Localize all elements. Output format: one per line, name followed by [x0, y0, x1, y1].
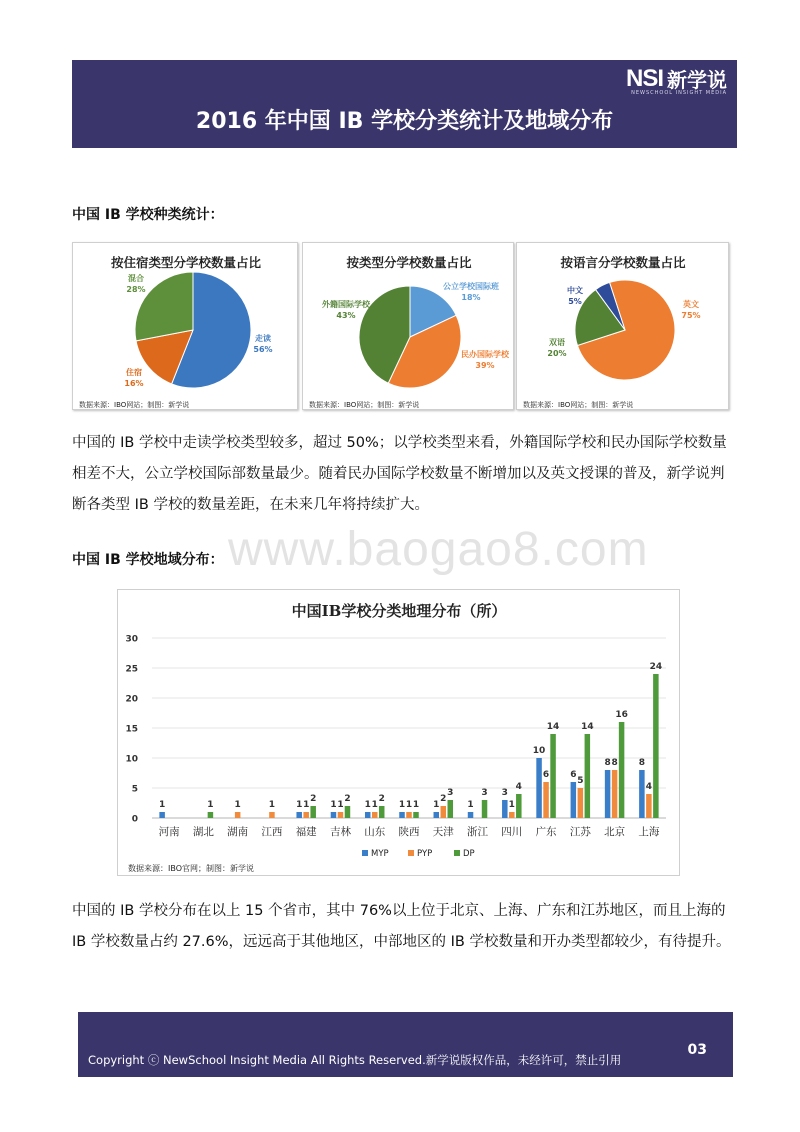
x-tick-label: 河南	[158, 826, 180, 838]
bar-data-label: 1	[371, 800, 378, 810]
logo-mark: NSI	[625, 64, 663, 92]
y-tick-label: 5	[131, 784, 138, 795]
bar-pyp	[441, 806, 447, 818]
pie-title: 按语言分学校数量占比	[560, 255, 686, 270]
bar-data-label: 3	[447, 788, 454, 798]
pie-slice-percent: 56%	[253, 345, 273, 354]
pie-slice-percent: 20%	[547, 349, 567, 358]
y-tick-label: 20	[125, 694, 138, 705]
bar-pyp	[372, 812, 378, 818]
bar-data-label: 1	[405, 800, 413, 810]
bar-myp	[605, 770, 611, 818]
bar-data-label: 1	[508, 800, 515, 810]
pie-chart-boarding	[73, 243, 299, 411]
bar-data-label: 3	[501, 788, 508, 798]
page-title: 2016 年中国 IB 学校分类统计及地域分布	[195, 109, 614, 134]
bar-data-label: 5	[577, 776, 584, 786]
x-tick-label: 陕西	[398, 826, 420, 838]
bar-dp	[448, 800, 454, 818]
brand-logo	[626, 64, 727, 93]
legend-label: DP	[463, 849, 475, 859]
bar-pyp	[303, 812, 309, 818]
bar-pyp	[543, 782, 549, 818]
pie-source-note: 数据来源：IBO网站；制图：新学说	[309, 401, 420, 409]
bar-dp	[482, 800, 488, 818]
bar-data-label: 14	[546, 722, 560, 732]
y-tick-label: 10	[125, 754, 138, 765]
x-tick-label: 湖北	[192, 826, 214, 838]
bar-data-label: 1	[330, 800, 337, 810]
x-tick-label: 江苏	[569, 826, 591, 838]
bar-chart-regions	[118, 590, 681, 877]
bar-dp	[585, 734, 591, 818]
bar-pyp	[509, 812, 515, 818]
copyright-text: Copyright ⓒ NewSchool Insight Media All Rights Reserved.新学说版权作品，未经许可，禁止引用	[88, 1053, 622, 1067]
bar-data-label: 1	[467, 800, 474, 810]
watermark: www.baogao8.com	[228, 523, 649, 576]
legend-label: MYP	[371, 849, 389, 859]
paragraph-regions-analysis: 中国的 IB 学校分布在以上 15 个省市，其中 76%以上位于北京、上海、广东和江苏地区，而且上海的 IB 学校数量占约 27.6%，远远高于其他地区，中部地区的 IB 学校数量和开办类型都较少，有待提升。	[72, 903, 731, 950]
bar-data-label: 24	[649, 662, 663, 672]
bar-data-label: 1	[398, 800, 406, 810]
bar-data-label: 1	[296, 800, 303, 810]
x-tick-label: 浙江	[467, 826, 489, 838]
pie-source-note: 数据来源：IBO网站；制图：新学说	[79, 401, 190, 409]
legend-swatch-myp	[362, 850, 368, 856]
section-heading-types: 中国 IB 学校种类统计：	[72, 207, 224, 223]
section-heading-regions: 中国 IB 学校地域分布：	[72, 552, 224, 568]
pie-slice-percent: 5%	[568, 297, 582, 306]
bar-dp	[516, 794, 522, 818]
bar-dp	[379, 806, 385, 818]
y-tick-label: 25	[125, 664, 138, 675]
footer-band	[78, 1012, 733, 1077]
bar-data-label: 8	[604, 758, 611, 768]
bar-pyp	[338, 812, 344, 818]
pie-chart-school-type	[303, 243, 515, 411]
bar-data-label: 6	[570, 770, 577, 780]
pie-slice-label: 双语	[549, 338, 565, 347]
bar-myp	[296, 812, 302, 818]
bar-myp	[536, 758, 542, 818]
legend-swatch-pyp	[408, 850, 414, 856]
bar-data-label: 1	[337, 800, 344, 810]
bar-data-label: 1	[433, 800, 440, 810]
bar-myp	[639, 770, 645, 818]
pie-title: 按住宿类型分学校数量占比	[110, 255, 262, 270]
pie-slice-percent: 16%	[124, 379, 144, 388]
x-tick-label: 上海	[638, 826, 660, 838]
bar-data-label: 1	[303, 800, 310, 810]
x-tick-label: 吉林	[329, 826, 351, 838]
bar-data-label: 1	[159, 800, 166, 810]
x-tick-label: 江西	[261, 826, 283, 838]
header-band	[72, 60, 737, 148]
x-tick-label: 广东	[535, 826, 557, 838]
pie-slice-percent: 18%	[461, 293, 481, 302]
pie-slice-percent: 43%	[336, 311, 356, 320]
bar-pyp	[646, 794, 652, 818]
bar-data-label: 1	[207, 800, 214, 810]
pie-panel-boarding	[72, 242, 298, 410]
pie-chart-language	[517, 243, 730, 411]
pie-slice-label: 住宿	[126, 368, 142, 377]
bar-data-label: 14	[581, 722, 594, 732]
bar-dp	[653, 674, 659, 818]
pie-slice-label: 外籍国际学校	[322, 300, 370, 309]
bar-myp	[502, 800, 508, 818]
bar-chart-panel	[117, 589, 680, 876]
pie-slice-label: 民办国际学校	[461, 350, 509, 359]
bar-data-label: 6	[542, 770, 550, 780]
bar-data-label: 1	[412, 800, 420, 810]
bar-data-label: 3	[481, 788, 488, 798]
pie-slice-label: 中文	[567, 286, 583, 295]
bar-myp	[399, 812, 405, 818]
bar-dp	[550, 734, 556, 818]
pie-title: 按类型分学校数量占比	[346, 255, 472, 270]
bar-data-label: 10	[532, 746, 546, 756]
pie-slice-label: 英文	[683, 300, 699, 309]
bar-data-label: 1	[234, 800, 241, 810]
logo-chinese-name: 新学说	[667, 68, 727, 92]
bar-dp	[345, 806, 351, 818]
y-tick-label: 15	[125, 724, 138, 735]
bar-myp	[571, 782, 577, 818]
chart-title: 中国IB学校分类地理分布（所）	[291, 602, 507, 620]
x-tick-label: 湖南	[227, 826, 249, 838]
bar-data-label: 4	[515, 782, 522, 792]
bar-data-label: 16	[615, 710, 628, 720]
logo-subtitle: NEWSCHOOL INSIGHT MEDIA	[631, 90, 727, 96]
bar-dp	[413, 812, 419, 818]
bar-data-label: 1	[268, 800, 276, 810]
paragraph-types-analysis: 中国的 IB 学校中走读学校类型较多，超过 50%；以学校类型来看，外籍国际学校和民办国际学校数量相差不大，公立学校国际部数量最少。随着民办国际学校数量不断增加以及英文授课的普及，新学说判断各类型 IB 学校的数量差距，在未来几年将持续扩大。	[72, 435, 727, 513]
bar-myp	[468, 812, 474, 818]
chart-source-note: 数据来源：IBO官网；制图：新学说	[128, 864, 255, 873]
legend-swatch-dp	[454, 850, 460, 856]
bar-myp	[434, 812, 440, 818]
bar-data-label: 8	[638, 758, 645, 768]
bar-dp	[619, 722, 625, 818]
pie-panel-school-type	[302, 242, 514, 410]
bar-myp	[331, 812, 337, 818]
x-tick-label: 福建	[295, 826, 317, 838]
bar-myp	[365, 812, 371, 818]
bar-data-label: 2	[440, 794, 447, 804]
bar-data-label: 1	[364, 800, 371, 810]
pie-slice-label: 走读	[255, 334, 271, 343]
legend-label: PYP	[417, 849, 433, 859]
pie-source-note: 数据来源：IBO网站；制图：新学说	[523, 401, 634, 409]
bar-pyp	[612, 770, 618, 818]
bar-data-label: 2	[344, 794, 351, 804]
pie-panel-language	[516, 242, 729, 410]
y-tick-label: 0	[131, 814, 138, 825]
pie-slice-percent: 28%	[126, 285, 146, 294]
bar-dp	[208, 812, 214, 818]
bar-pyp	[235, 812, 241, 818]
bar-data-label: 8	[611, 758, 618, 768]
pie-slice-label: 公立学校国际班	[443, 282, 499, 291]
x-tick-label: 北京	[604, 826, 626, 838]
bar-pyp	[406, 812, 412, 818]
bar-data-label: 4	[645, 782, 652, 792]
page-number: 03	[687, 1042, 707, 1058]
bar-data-label: 2	[310, 794, 317, 804]
bar-pyp	[578, 788, 584, 818]
x-tick-label: 四川	[501, 826, 523, 838]
x-tick-label: 山东	[364, 826, 386, 838]
pie-slice-percent: 39%	[475, 361, 495, 370]
pie-slice-percent: 75%	[681, 311, 701, 320]
pie-slice-label: 混合	[128, 274, 144, 283]
x-tick-label: 天津	[432, 826, 454, 838]
bar-dp	[310, 806, 316, 818]
bar-myp	[159, 812, 165, 818]
bar-data-label: 2	[378, 794, 385, 804]
bar-pyp	[269, 812, 275, 818]
y-tick-label: 30	[125, 634, 138, 645]
